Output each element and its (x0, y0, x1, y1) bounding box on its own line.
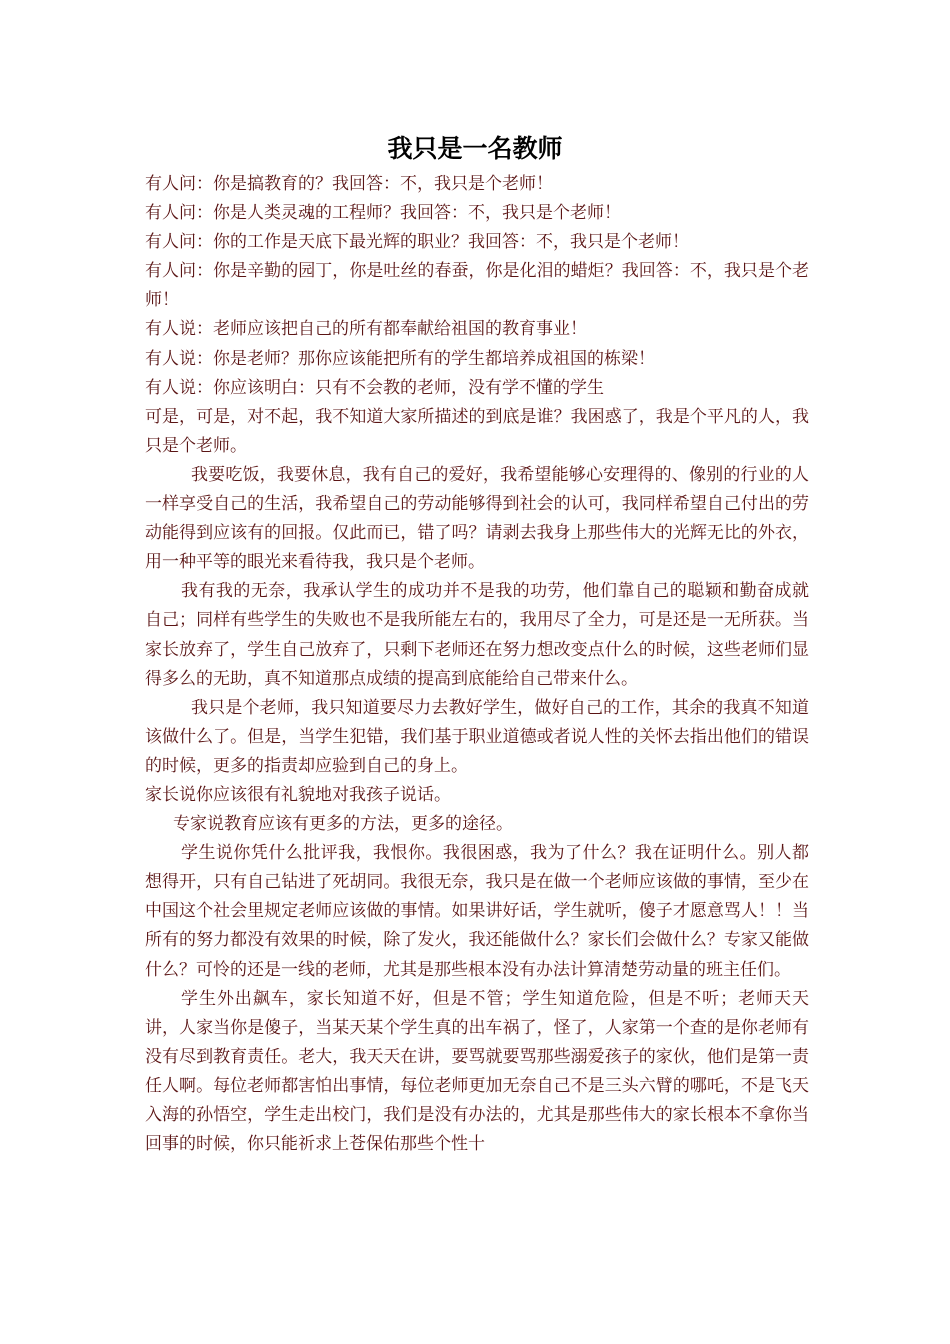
paragraph-14: 学生说你凭什么批评我，我恨你。我很困惑，我为了什么？我在证明什么。别人都想得开，只有自己钻进了死胡同。我很无奈，我只是在做一个老师应该做的事情，至少在中国这个社会里规定老师应该做的事情。如果讲好话，学生就听，傻子才愿意骂人！！当所有的努力都没有效果的时候，除了发火，我还能做什么？家长们会做什么？专家又能做什么？可怜的还是一线的老师，尤其是那些根本没有办法计算清楚劳动量的班主任们。 (145, 843, 809, 980)
paragraph-5: 有人说：老师应该把自己的所有都奉献给祖国的教育事业！ (145, 319, 587, 340)
paragraph-1: 有人问：你是搞教育的？我回答：不，我只是个老师！ (145, 174, 553, 194)
paragraph-15: 学生外出飙车，家长知道不好，但是不管；学生知道危险，但是不听；老师天天讲，人家当你是傻子，当某天某个学生真的出车祸了，怪了，人家第一个查的是你老师有没有尽到教育责任。老大，我天天在讲，要骂就要骂那些溺爱孩子的家伙，他们是第一责任人啊。每位老师都害怕出事情，每位老师更加无奈自己不是三头六臂的哪吒，不是飞天入海的孙悟空，学生走出校门，我们是没有办法的，尤其是那些伟大的家长根本不拿你当回事的时候，你只能祈求上苍保佑那些个性十 (145, 988, 809, 1155)
paragraph-4: 有人问：你是辛勤的园丁，你是吐丝的春蚕，你是化泪的蜡炬？我回答：不，我只是个老师！ (145, 261, 809, 311)
paragraph-10: 我有我的无奈，我承认学生的成功并不是我的功劳，他们靠自己的聪颖和勤奋成就自己；同样有些学生的失败也不是我所能左右的，我用尽了全力，可是还是一无所获。当家长放弃了，学生自己放弃了，只剩下老师还在努力想改变点什么的时候，这些老师们显得多么的无助，真不知道那点成绩的提高到底能给自己带来什么。 (145, 581, 809, 689)
document-body (145, 170, 809, 1159)
paragraph-6: 有人说：你是老师？那你应该能把所有的学生都培养成祖国的栋梁！ (145, 348, 655, 369)
paragraph-8: 可是，可是，对不起，我不知道大家所描述的到底是谁？我困惑了，我是个平凡的人，我只是个老师。 (145, 406, 809, 456)
paragraph-12: 家长说你应该很有礼貌地对我孩子说话。 (145, 784, 451, 805)
paragraph-9: 我要吃饭，我要休息，我有自己的爱好，我希望能够心安理得的、像别的行业的人一样享受自己的生活，我希望自己的劳动能够得到社会的认可，我同样希望自己付出的劳动能得到应该有的回报。仅此而已，错了吗？请剥去我身上那些伟大的光辉无比的外衣，用一种平等的眼光来看待我，我只是个老师。 (145, 464, 809, 573)
paragraph-7: 有人说：你应该明白：只有不会教的老师，没有学不懂的学生 (145, 377, 604, 398)
paragraph-13: 专家说教育应该有更多的方法，更多的途径。 (173, 814, 513, 835)
paragraph-3: 有人问：你的工作是天底下最光辉的职业？我回答：不，我只是个老师！ (145, 232, 689, 253)
document-title: 我只是一名教师 (387, 134, 563, 163)
paragraph-2: 有人问：你是人类灵魂的工程师？我回答：不，我只是个老师！ (145, 203, 621, 224)
paragraph-11: 我只是个老师，我只知道要尽力去教好学生，做好自己的工作，其余的我真不知道该做什么了。但是，当学生犯错，我们基于职业道德或者说人性的关怀去指出他们的错误的时候，更多的指责却应验到自己的身上。 (145, 697, 809, 776)
